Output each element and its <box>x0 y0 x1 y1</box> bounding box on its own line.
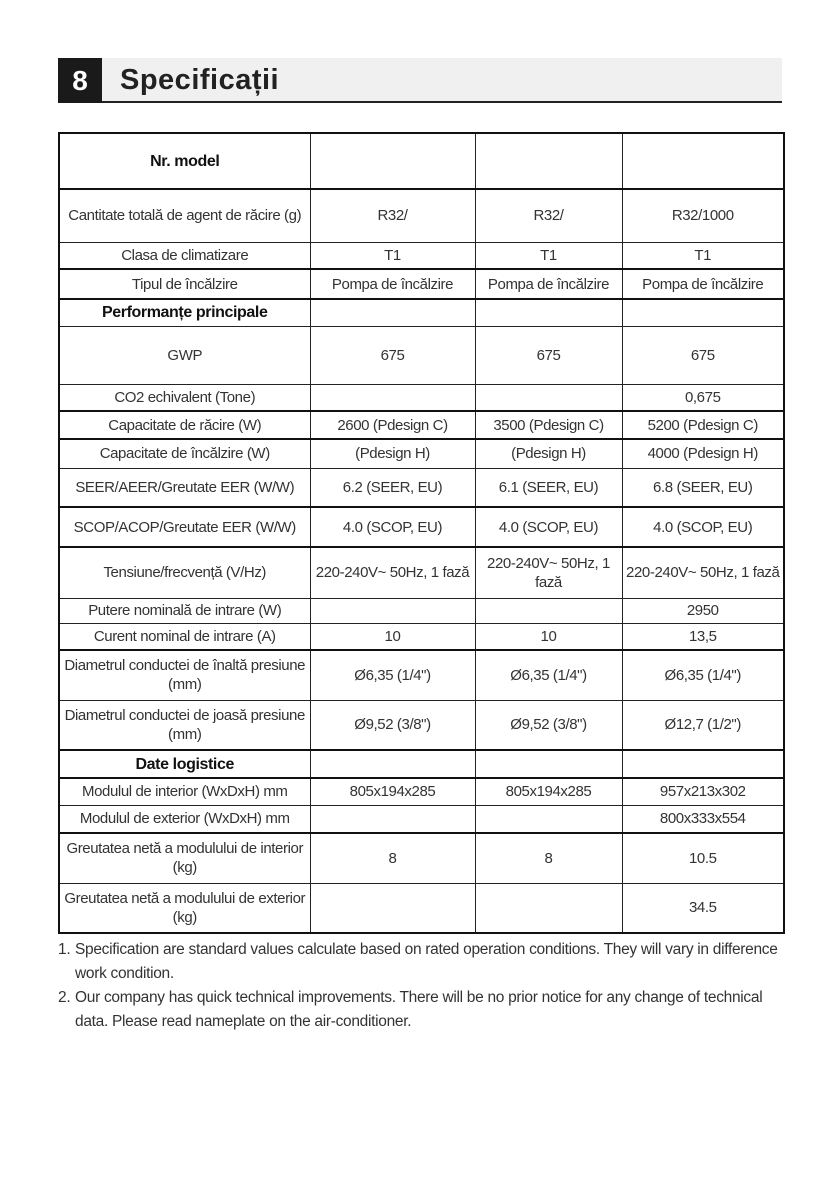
cell-value <box>622 299 784 326</box>
cell-value: 13,5 <box>622 623 784 650</box>
table-row <box>59 833 784 883</box>
table-row <box>59 598 784 623</box>
table-row <box>59 507 784 547</box>
row-label: Tipul de încălzire <box>59 269 310 299</box>
row-label: Tensiune/frecvență (V/Hz) <box>59 547 310 598</box>
row-label: Cantitate totală de agent de răcire (g) <box>59 189 310 242</box>
cell-value: T1 <box>475 242 622 269</box>
table-row <box>59 326 784 384</box>
table-row <box>59 133 784 189</box>
cell-value <box>310 384 475 411</box>
cell-value: T1 <box>622 242 784 269</box>
cell-value <box>310 133 475 189</box>
cell-value: (Pdesign H) <box>475 439 622 468</box>
row-label: Capacitate de încălzire (W) <box>59 439 310 468</box>
cell-value: 805x194x285 <box>475 778 622 805</box>
cell-value: Ø6,35 (1/4") <box>310 650 475 700</box>
cell-value: 220-240V~ 50Hz, 1 fază <box>622 547 784 598</box>
row-label: CO2 echivalent (Tone) <box>59 384 310 411</box>
cell-value: (Pdesign H) <box>310 439 475 468</box>
cell-value: 2950 <box>622 598 784 623</box>
cell-value: 4.0 (SCOP, EU) <box>475 507 622 547</box>
table-row <box>59 384 784 411</box>
cell-value: 6.1 (SEER, EU) <box>475 468 622 507</box>
cell-value: Ø6,35 (1/4") <box>622 650 784 700</box>
cell-value <box>475 384 622 411</box>
row-label: Nr. model <box>59 133 310 189</box>
cell-value: 8 <box>310 833 475 883</box>
cell-value: Pompa de încălzire <box>310 269 475 299</box>
cell-value: 10 <box>475 623 622 650</box>
table-row <box>59 411 784 439</box>
cell-value <box>310 299 475 326</box>
cell-value: Ø12,7 (1/2") <box>622 700 784 750</box>
row-label: Modulul de exterior (WxDxH) mm <box>59 805 310 833</box>
cell-value: 8 <box>475 833 622 883</box>
table-row <box>59 623 784 650</box>
row-label: Greutatea netă a modulului de exterior (kg) <box>59 883 310 933</box>
footnotes <box>58 938 788 1034</box>
cell-value <box>475 750 622 778</box>
cell-value <box>475 805 622 833</box>
table-row <box>59 700 784 750</box>
table-row <box>59 269 784 299</box>
cell-value <box>475 299 622 326</box>
row-label: Capacitate de răcire (W) <box>59 411 310 439</box>
cell-value: 34.5 <box>622 883 784 933</box>
cell-value: 3500 (Pdesign C) <box>475 411 622 439</box>
footnote <box>58 986 788 1034</box>
cell-value: Ø9,52 (3/8") <box>475 700 622 750</box>
cell-value: 675 <box>622 326 784 384</box>
table-row <box>59 547 784 598</box>
cell-value: 10.5 <box>622 833 784 883</box>
row-label: SCOP/ACOP/Greutate EER (W/W) <box>59 507 310 547</box>
page-title: Specificații <box>120 64 280 96</box>
cell-value: 4000 (Pdesign H) <box>622 439 784 468</box>
row-label: Diametrul conductei de joasă presiune (mm) <box>59 700 310 750</box>
table-row <box>59 805 784 833</box>
table-row <box>59 468 784 507</box>
footnote-text: Specification are standard values calculate based on rated operation conditions. They will vary in difference work condition. <box>75 941 778 982</box>
cell-value <box>475 883 622 933</box>
row-label: GWP <box>59 326 310 384</box>
cell-value <box>310 598 475 623</box>
row-label: SEER/AEER/Greutate EER (W/W) <box>59 468 310 507</box>
cell-value: 805x194x285 <box>310 778 475 805</box>
cell-value: 4.0 (SCOP, EU) <box>622 507 784 547</box>
table-row <box>59 778 784 805</box>
cell-value: 6.2 (SEER, EU) <box>310 468 475 507</box>
row-label: Performanțe principale <box>59 299 310 326</box>
table-row <box>59 299 784 326</box>
cell-value <box>310 805 475 833</box>
cell-value: 957x213x302 <box>622 778 784 805</box>
table-row <box>59 439 784 468</box>
cell-value: Pompa de încălzire <box>622 269 784 299</box>
cell-value: 220-240V~ 50Hz, 1 fază <box>310 547 475 598</box>
specifications-table <box>58 132 785 934</box>
cell-value <box>622 750 784 778</box>
cell-value: Ø9,52 (3/8") <box>310 700 475 750</box>
cell-value: T1 <box>310 242 475 269</box>
footnote <box>58 938 788 986</box>
cell-value <box>475 598 622 623</box>
cell-value: Ø6,35 (1/4") <box>475 650 622 700</box>
footnote-number: 2. <box>58 989 71 1006</box>
table-row <box>59 189 784 242</box>
footnote-number: 1. <box>58 941 71 958</box>
cell-value <box>310 750 475 778</box>
cell-value: 220-240V~ 50Hz, 1 fază <box>475 547 622 598</box>
cell-value <box>310 883 475 933</box>
table-row <box>59 650 784 700</box>
chapter-number: 8 <box>58 58 102 103</box>
cell-value <box>622 133 784 189</box>
row-label: Clasa de climatizare <box>59 242 310 269</box>
section-header <box>58 58 782 103</box>
table-row <box>59 883 784 933</box>
cell-value: 4.0 (SCOP, EU) <box>310 507 475 547</box>
cell-value: R32/1000 <box>622 189 784 242</box>
cell-value: Pompa de încălzire <box>475 269 622 299</box>
cell-value: 675 <box>310 326 475 384</box>
row-label: Date logistice <box>59 750 310 778</box>
cell-value: 0,675 <box>622 384 784 411</box>
row-label: Diametrul conductei de înaltă presiune (mm) <box>59 650 310 700</box>
cell-value: 6.8 (SEER, EU) <box>622 468 784 507</box>
footnote-text: Our company has quick technical improvements. There will be no prior notice for any change of technical data. Please read nameplate on the air-conditioner. <box>75 989 763 1030</box>
table-row <box>59 242 784 269</box>
cell-value: R32/ <box>475 189 622 242</box>
cell-value: 675 <box>475 326 622 384</box>
cell-value <box>475 133 622 189</box>
row-label: Modulul de interior (WxDxH) mm <box>59 778 310 805</box>
cell-value: R32/ <box>310 189 475 242</box>
row-label: Greutatea netă a modulului de interior (kg) <box>59 833 310 883</box>
row-label: Putere nominală de intrare (W) <box>59 598 310 623</box>
table-row <box>59 750 784 778</box>
cell-value: 2600 (Pdesign C) <box>310 411 475 439</box>
cell-value: 800x333x554 <box>622 805 784 833</box>
row-label: Curent nominal de intrare (A) <box>59 623 310 650</box>
cell-value: 5200 (Pdesign C) <box>622 411 784 439</box>
cell-value: 10 <box>310 623 475 650</box>
